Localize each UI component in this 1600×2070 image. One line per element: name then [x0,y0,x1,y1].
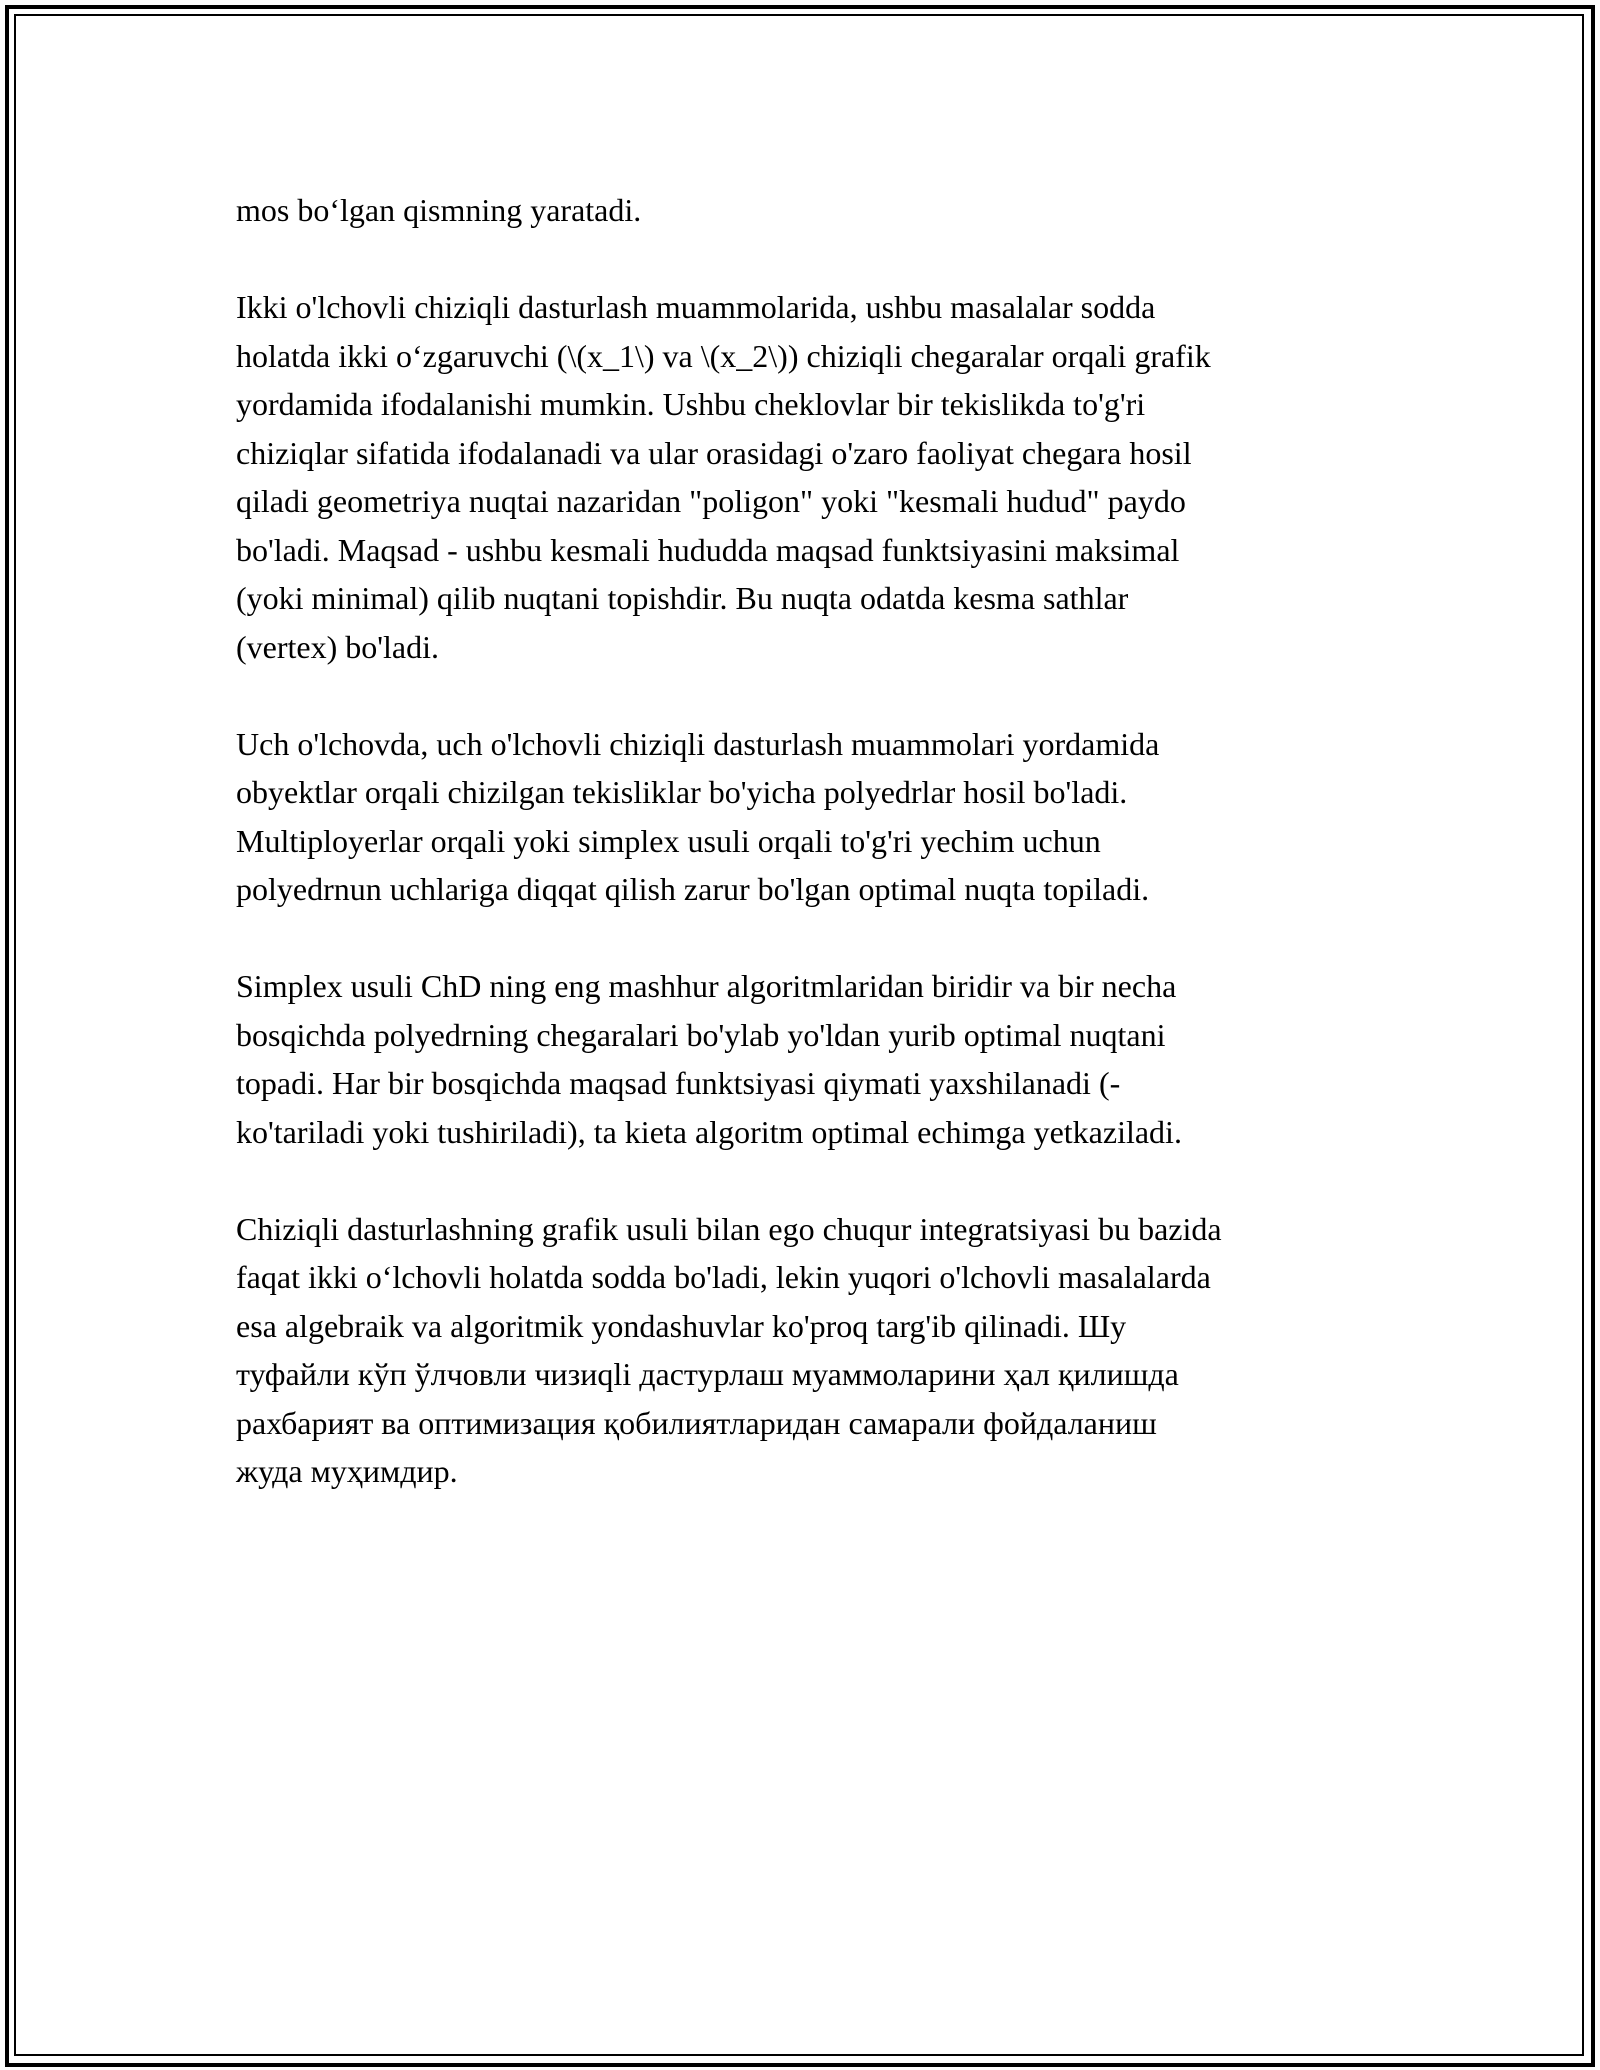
document-body [236,186,1376,1544]
paragraph-3: Uch o'lchovda, uch o'lchovli chiziqli dasturlash muammolari yordamida obyektlar orqali chizilgan tekisliklar bo'yicha polyedrlar hosil bo'ladi. Multiployerlar orqali yoki simplex usuli orqali to'g'ri yechim uchun polyedrnun uchlariga diqqat qilish zarur bo'lgan optimal nuqta topiladi. [236,725,1160,907]
paragraph-2: Ikki o'lchovli chiziqli dasturlash muammolarida, ushbu masalalar sodda holatda ikki o‘zgaruvchi (\(x_1\) va \(x_2\)) chiziqli chegaralar orqali grafik yordamida ifodalanishi mumkin. Ushbu cheklovlar bir tekislikda to'g'ri chiziqlar sifatida ifodalanadi va ular orasidagi o'zaro faoliyat chegara hosil qiladi geometriya nuqtai nazaridan "poligon" yoki "kesmali hudud" paydo bo'ladi. Maqsad - ushbu kesmali hududda maqsad funktsiyasini maksimal (yoki minimal) qilib nuqtani topishdir. Bu nuqta odatda kesma sathlar (vertex) bo'ladi. [236,289,1211,665]
paragraph-1: mos bo‘lgan qismning yaratadi. [236,192,642,228]
paragraph-5: Chiziqli dasturlashning grafik usuli bilan ego chuqur integratsiyasi bu bazida faqat ikki o‘lchovli holatda sodda bo'ladi, lekin yuqori o'lchovli masalalarda esa algebraik va algoritmik yondashuvlar ko'proq targ'ib qilinadi. Шу туфайли кўп ўлчовли чизиqli дастурлаш муаммоларини ҳал қилишда рахбарият ва оптимизация қобилиятларидан самарали фойдаланиш жуда муҳимдир. [236,1210,1222,1489]
paragraph-4: Simplex usuli ChD ning eng mashhur algoritmlaridan biridir va bir necha bosqichda polyedrning chegaralari bo'ylab yo'ldan yurib optimal nuqtani topadi. Har bir bosqichda maqsad funktsiyasi qiymati yaxshilanadi (- ko'tariladi yoki tushiriladi), ta kieta algoritm optimal echimga yetkaziladi. [236,968,1182,1150]
